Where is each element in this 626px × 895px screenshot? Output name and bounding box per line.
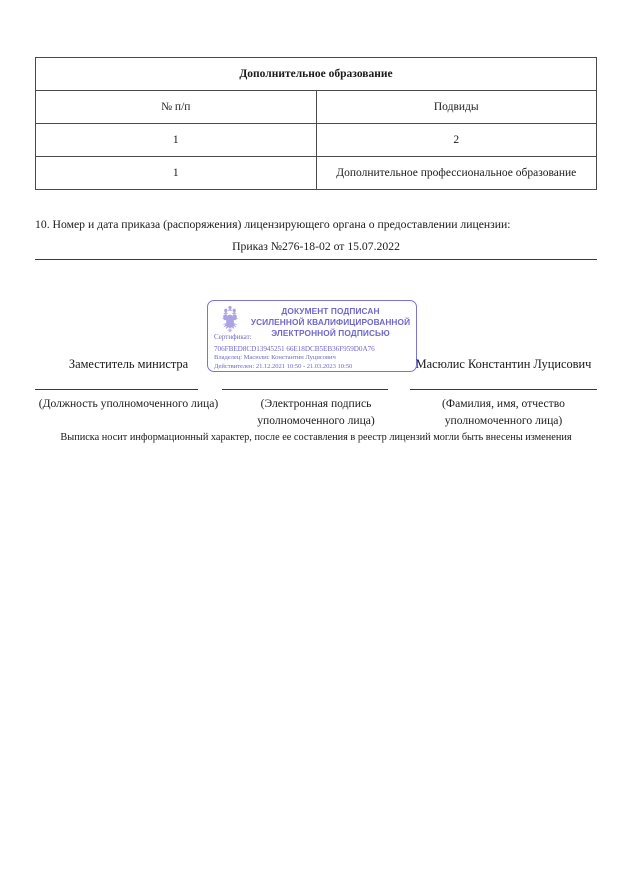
signatory-signature-value xyxy=(222,355,410,389)
caption-signature: (Электронная подпись уполномоченного лица) xyxy=(257,397,375,428)
stamp-heading-line-1: ДОКУМЕНТ ПОДПИСАН xyxy=(281,306,380,316)
signature-underline-name xyxy=(410,389,597,390)
order-underline xyxy=(35,259,597,260)
stamp-heading-text xyxy=(250,305,411,339)
signature-captions-row xyxy=(35,395,597,430)
signature-underline-signature xyxy=(222,389,388,390)
russian-coat-of-arms-icon xyxy=(213,305,247,337)
stamp-heading-line-3: ЭЛЕКТРОННОЙ ПОДПИСЬЮ xyxy=(271,328,390,339)
row-subtype: 2 xyxy=(316,124,597,157)
row-number: 1 xyxy=(36,157,317,190)
table-header-row xyxy=(36,91,597,124)
table-title-row xyxy=(36,58,597,91)
stamp-validity-period: Действителен: 21.12.2021 10:50 - 21.03.2023 10:50 xyxy=(214,362,353,370)
column-header-subtypes: Подвиды xyxy=(316,91,597,124)
order-number-and-date: Приказ №276-18-02 от 15.07.2022 xyxy=(232,239,400,253)
row-subtype: Дополнительное профессиональное образование xyxy=(316,157,597,190)
row-number: 1 xyxy=(36,124,317,157)
signature-values-row xyxy=(35,355,597,389)
column-header-number: № п/п xyxy=(36,91,317,124)
signature-block xyxy=(35,355,597,430)
additional-education-table xyxy=(35,57,597,190)
stamp-owner: Владелец: Масюлис Константин Луцисович xyxy=(214,354,336,362)
caption-position: (Должность уполномоченного лица) xyxy=(38,397,219,410)
order-section xyxy=(35,216,597,260)
signatory-position-value: Заместитель министра xyxy=(68,357,189,371)
signature-underline-position xyxy=(35,389,198,390)
table-row xyxy=(36,157,597,190)
stamp-header xyxy=(208,301,416,339)
signatory-name-value: Масюлис Константин Луцисович xyxy=(415,357,592,371)
caption-name: (Фамилия, имя, отчество уполномоченного лица) xyxy=(442,397,565,428)
signature-underlines xyxy=(35,389,597,390)
stamp-certificate-label: Сертификат: xyxy=(214,333,252,342)
stamp-certificate-hash: 706FBED8CD13945251 66E18DCB5EB36F959D0A76 xyxy=(214,344,375,353)
stamp-heading-line-2: УСИЛЕННОЙ КВАЛИФИЦИРОВАННОЙ xyxy=(250,317,411,328)
table-title: Дополнительное образование xyxy=(36,58,597,91)
table-row xyxy=(36,124,597,157)
order-section-label: 10. Номер и дата приказа (распоряжения) лицензирующего органа о предоставлении лицензии: xyxy=(35,218,511,231)
informational-disclaimer: Выписка носит информационный характер, после ее составления в реестр лицензий могли быть внесены изменения xyxy=(60,432,572,443)
